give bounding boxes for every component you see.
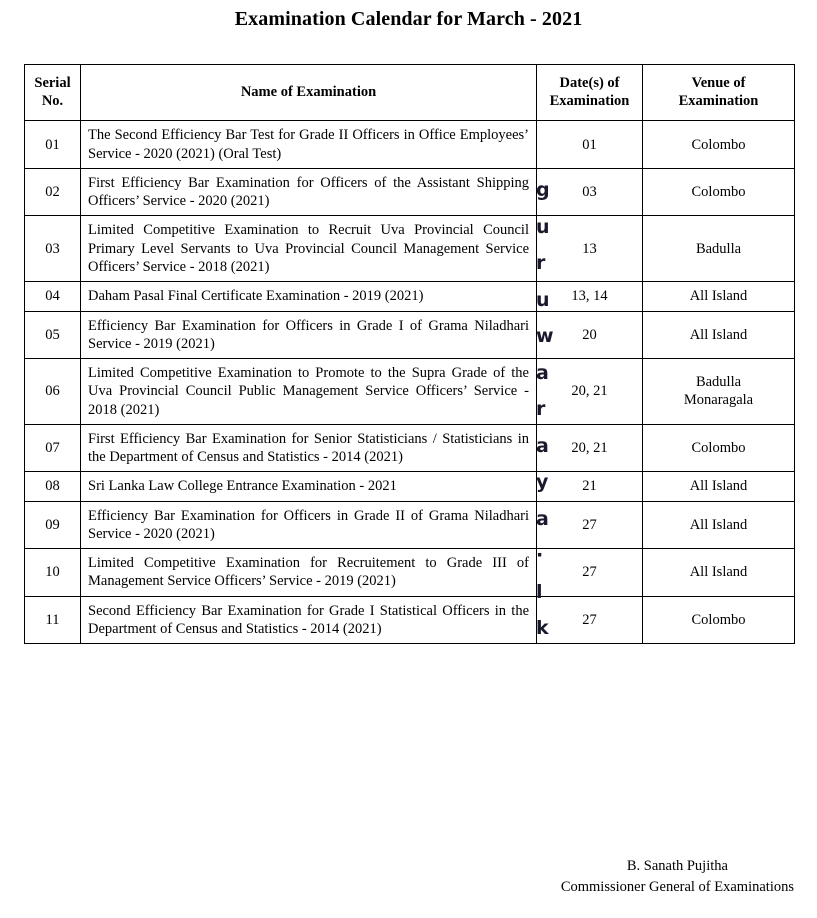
cell-serial-no: 11 xyxy=(25,596,81,644)
watermark-char: w xyxy=(536,325,554,347)
table-row xyxy=(25,168,795,216)
column-header-venue-line-2: Examination xyxy=(678,92,759,109)
cell-examination-date: 20, 21 xyxy=(537,359,643,425)
table-row xyxy=(25,501,795,549)
watermark-char: a xyxy=(536,434,549,457)
watermark-char: a xyxy=(536,361,549,384)
cell-examination-name: Efficiency Bar Examination for Officers in Grade II of Grama Niladhari Service - 2020 (2021) xyxy=(81,501,537,549)
cell-examination-name: Efficiency Bar Examination for Officers in Grade I of Grama Niladhari Service - 2019 (2021) xyxy=(81,311,537,359)
watermark-char: a xyxy=(536,507,549,530)
venue-line: Colombo xyxy=(691,136,746,153)
table-row xyxy=(25,282,795,311)
table-row xyxy=(25,424,795,472)
venue-line: Colombo xyxy=(691,184,746,201)
table-body xyxy=(25,121,795,644)
cell-serial-no: 01 xyxy=(25,121,81,169)
cell-examination-venue xyxy=(643,168,795,216)
table-row xyxy=(25,121,795,169)
examination-calendar-table xyxy=(24,64,795,644)
cell-serial-no: 05 xyxy=(25,311,81,359)
table-row xyxy=(25,216,795,282)
cell-examination-venue xyxy=(643,311,795,359)
watermark-char: r xyxy=(536,252,546,274)
cell-examination-venue xyxy=(643,549,795,597)
cell-serial-no: 07 xyxy=(25,424,81,472)
venue-line: Colombo xyxy=(691,611,746,628)
table-row xyxy=(25,472,795,501)
venue-line: All Island xyxy=(689,326,748,343)
cell-examination-date: 21 xyxy=(537,472,643,501)
column-header-dates-of-examination xyxy=(537,65,643,121)
cell-examination-name: Limited Competitive Examination to Recruit Uva Provincial Council Primary Level Servants to Uva Provincial Council Management Service Officers’ Service - 2018 (2021) xyxy=(81,216,537,282)
cell-serial-no: 04 xyxy=(25,282,81,311)
table-header-row xyxy=(25,65,795,121)
cell-examination-venue xyxy=(643,359,795,425)
examination-calendar-table-container xyxy=(24,64,794,644)
column-header-serial-line-2: No. xyxy=(41,92,64,109)
cell-examination-venue xyxy=(643,424,795,472)
table-row xyxy=(25,359,795,425)
column-header-date-line-1: Date(s) of xyxy=(559,75,620,91)
cell-serial-no: 06 xyxy=(25,359,81,425)
venue-line: All Island xyxy=(689,564,748,581)
signatory-name: B. Sanath Pujitha xyxy=(626,858,728,874)
column-header-serial-line-1: Serial xyxy=(34,75,71,91)
cell-examination-name: First Efficiency Bar Examination for Officers of the Assistant Shipping Officers’ Service - 2020 (2021) xyxy=(81,168,537,216)
table-row xyxy=(25,596,795,644)
cell-examination-name: The Second Efficiency Bar Test for Grade II Officers in Office Employees’ Service - 2020 (2021) (Oral Test) xyxy=(81,121,537,169)
cell-examination-venue xyxy=(643,282,795,311)
cell-serial-no: 03 xyxy=(25,216,81,282)
watermark-char: y xyxy=(536,471,549,493)
cell-serial-no: 02 xyxy=(25,168,81,216)
table-row xyxy=(25,311,795,359)
watermark-char: l xyxy=(536,580,543,603)
cell-examination-date: 20 xyxy=(537,311,643,359)
signatory-designation: Commissioner General of Examinations xyxy=(560,879,794,896)
cell-examination-name: First Efficiency Bar Examination for Senior Statisticians / Statisticians in the Department of Census and Statistics - 2014 (2021) xyxy=(81,424,537,472)
page-title: Examination Calendar for March - 2021 xyxy=(234,8,583,30)
column-header-date-line-2: Examination xyxy=(549,92,630,109)
cell-examination-venue xyxy=(643,472,795,501)
cell-examination-name: Limited Competitive Examination to Promote to the Supra Grade of the Uva Provincial Council Public Management Service Officers’ Service - 2018 (2021) xyxy=(81,359,537,425)
watermark-char: r xyxy=(536,398,546,420)
cell-examination-date: 20, 21 xyxy=(537,424,643,472)
cell-examination-date: 27 xyxy=(537,501,643,549)
cell-serial-no: 09 xyxy=(25,501,81,549)
cell-serial-no: 10 xyxy=(25,549,81,597)
venue-line: All Island xyxy=(689,478,748,495)
column-header-name-line-1: Name of Examination xyxy=(240,83,377,100)
cell-examination-date: 01 xyxy=(537,121,643,169)
watermark-char: u xyxy=(536,288,550,311)
venue-line: All Island xyxy=(689,516,748,533)
cell-serial-no: 08 xyxy=(25,472,81,501)
cell-examination-venue xyxy=(643,121,795,169)
cell-examination-date: 27 xyxy=(537,549,643,597)
signature-block xyxy=(561,856,794,898)
cell-examination-name: Second Efficiency Bar Examination for Grade I Statistical Officers in the Department of Census and Statistics - 2014 (2021) xyxy=(81,596,537,644)
cell-examination-venue xyxy=(643,216,795,282)
cell-examination-date: 13 xyxy=(537,216,643,282)
cell-examination-venue xyxy=(643,596,795,644)
watermark-char: k xyxy=(536,617,549,639)
venue-line: All Island xyxy=(689,288,748,305)
cell-examination-name: Daham Pasal Final Certificate Examination - 2019 (2021) xyxy=(81,282,537,311)
watermark-char: g xyxy=(536,179,550,201)
cell-examination-date: 27 xyxy=(537,596,643,644)
table-header xyxy=(25,65,795,121)
table-row xyxy=(25,549,795,597)
watermark-char: · xyxy=(536,544,544,566)
column-header-serial-no xyxy=(25,65,81,121)
column-header-venue-line-1: Venue of xyxy=(691,75,746,91)
cell-examination-name: Sri Lanka Law College Entrance Examination - 2021 xyxy=(81,472,537,501)
cell-examination-date: 03 xyxy=(537,168,643,216)
cell-examination-date: 13, 14 xyxy=(537,282,643,311)
column-header-name-of-examination xyxy=(81,65,537,121)
venue-line: Colombo xyxy=(691,439,746,456)
venue-line: Monaragala xyxy=(683,392,754,409)
watermark-char: u xyxy=(536,215,550,238)
column-header-venue-of-examination xyxy=(643,65,795,121)
cell-examination-name: Limited Competitive Examination for Recruitement to Grade III of Management Service Officers’ Service - 2019 (2021) xyxy=(81,549,537,597)
cell-examination-venue xyxy=(643,501,795,549)
venue-line: Badulla xyxy=(695,374,742,391)
venue-line: Badulla xyxy=(695,240,742,257)
